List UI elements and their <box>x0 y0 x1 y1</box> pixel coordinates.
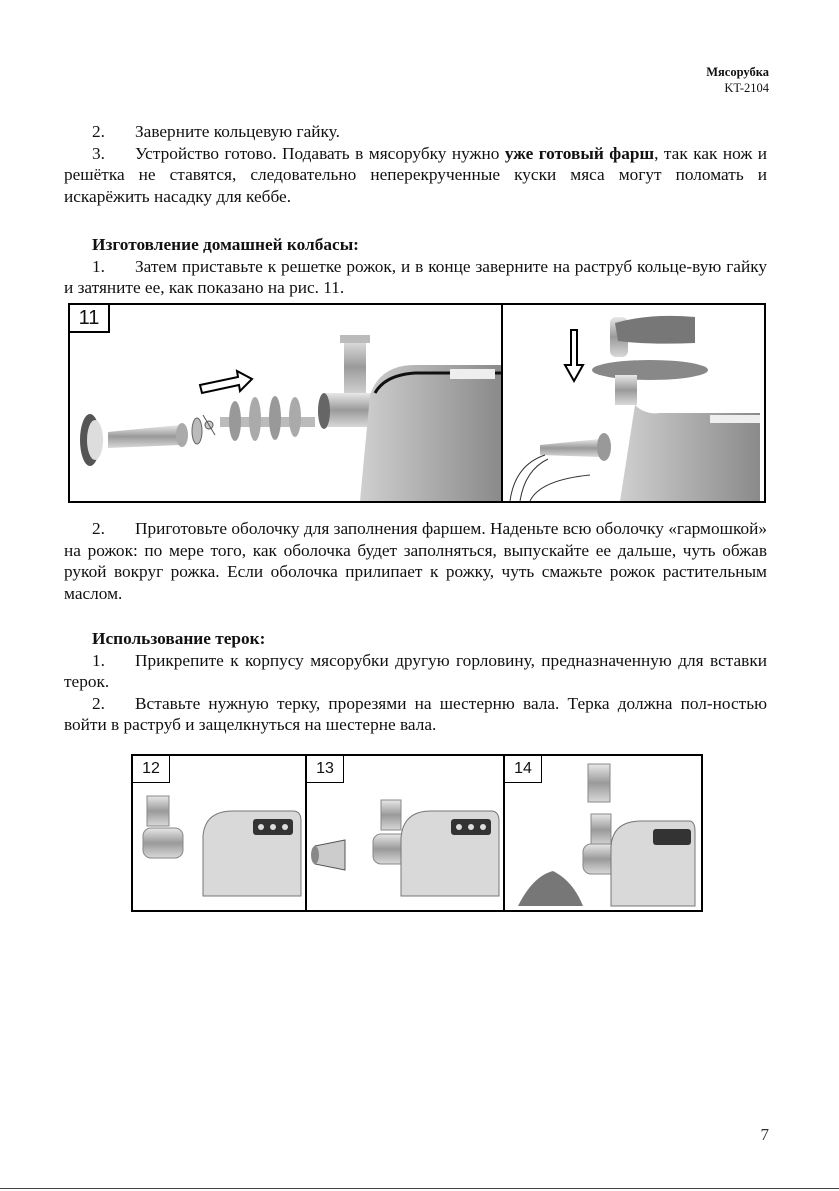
grated-food-icon <box>518 871 583 906</box>
arrow-right-icon <box>200 371 252 393</box>
list-item: 2. Заверните кольцевую гайку. <box>92 122 340 141</box>
running-header <box>706 64 769 96</box>
grater-drum-icon <box>311 840 345 870</box>
figure-label-14: 14 <box>505 756 542 783</box>
arrow-down-icon <box>565 330 583 381</box>
section-heading: Использование терок: <box>92 629 266 648</box>
grinder-assembly-icon <box>540 405 760 501</box>
header-model-code: KT-2104 <box>724 81 769 95</box>
figures-12-14 <box>131 754 703 912</box>
figure-label-12: 12 <box>133 756 170 783</box>
figure-11 <box>68 303 766 503</box>
emphasis-text: уже готовый фарш <box>504 143 655 163</box>
header-model-name: Мясорубка <box>706 65 769 79</box>
grater-neck-icon <box>143 796 183 858</box>
tray-icon <box>592 360 708 405</box>
grinder-with-neck-icon <box>373 800 499 896</box>
motor-body-icon <box>360 365 501 501</box>
auger-icon <box>220 396 315 441</box>
list-item: 2. Приготовьте оболочку для заполнения фаршем. Наденьте всю оболочку «гармошкой» на рожок: по мере того, как оболочка будет заполняться, выпускайте ее дальше, чуть обжав рукой вокруг рожка. Если оболочка прилипает к рожку, чуть смажьте рожок растительным маслом. <box>64 519 767 603</box>
list-item: 2. Вставьте нужную терку, прорезями на шестерню вала. Терка должна пол-ностью войти в раструб и защелкнуться на шестерне вала. <box>64 693 767 735</box>
sausage-horn-icon <box>108 423 188 448</box>
list-item: 3. Устройство готово. Подавать в мясорубку нужно уже готовый фарш, так как нож и решётка не ставятся, следовательно неперекрученные куски мяса могут поломать и искарёжить насадку для кеббе. <box>64 143 767 206</box>
sausage-item2 <box>64 518 767 604</box>
grater-illustrations <box>133 756 701 910</box>
graters-section <box>64 628 767 736</box>
meat-grinder-sausage-illustration <box>70 305 764 501</box>
motor-body-icon <box>203 811 301 896</box>
figure-label-13: 13 <box>307 756 344 783</box>
grinder-with-neck-icon <box>583 814 695 906</box>
section-heading: Изготовление домашней колбасы: <box>92 235 359 254</box>
list-item: 1. Затем приставьте к решетке рожок, и в конце заверните на раструб кольце-вую гайку и затяните ее, как показано на рис. 11. <box>64 256 767 298</box>
list-item: 1. Прикрепите к корпусу мясорубки другую горловину, предназначенную для вставки терок. <box>64 650 767 692</box>
sausage-section <box>64 234 767 299</box>
sausage-casing-icon <box>510 455 590 501</box>
figure-label: 11 <box>70 305 110 333</box>
page-number: 7 <box>760 1125 769 1144</box>
ring-nut-icon <box>80 414 103 466</box>
pusher-icon <box>588 764 610 802</box>
page-bottom-rule <box>0 1188 839 1189</box>
section1-text <box>64 121 767 207</box>
hand-pusher-icon <box>610 316 695 357</box>
